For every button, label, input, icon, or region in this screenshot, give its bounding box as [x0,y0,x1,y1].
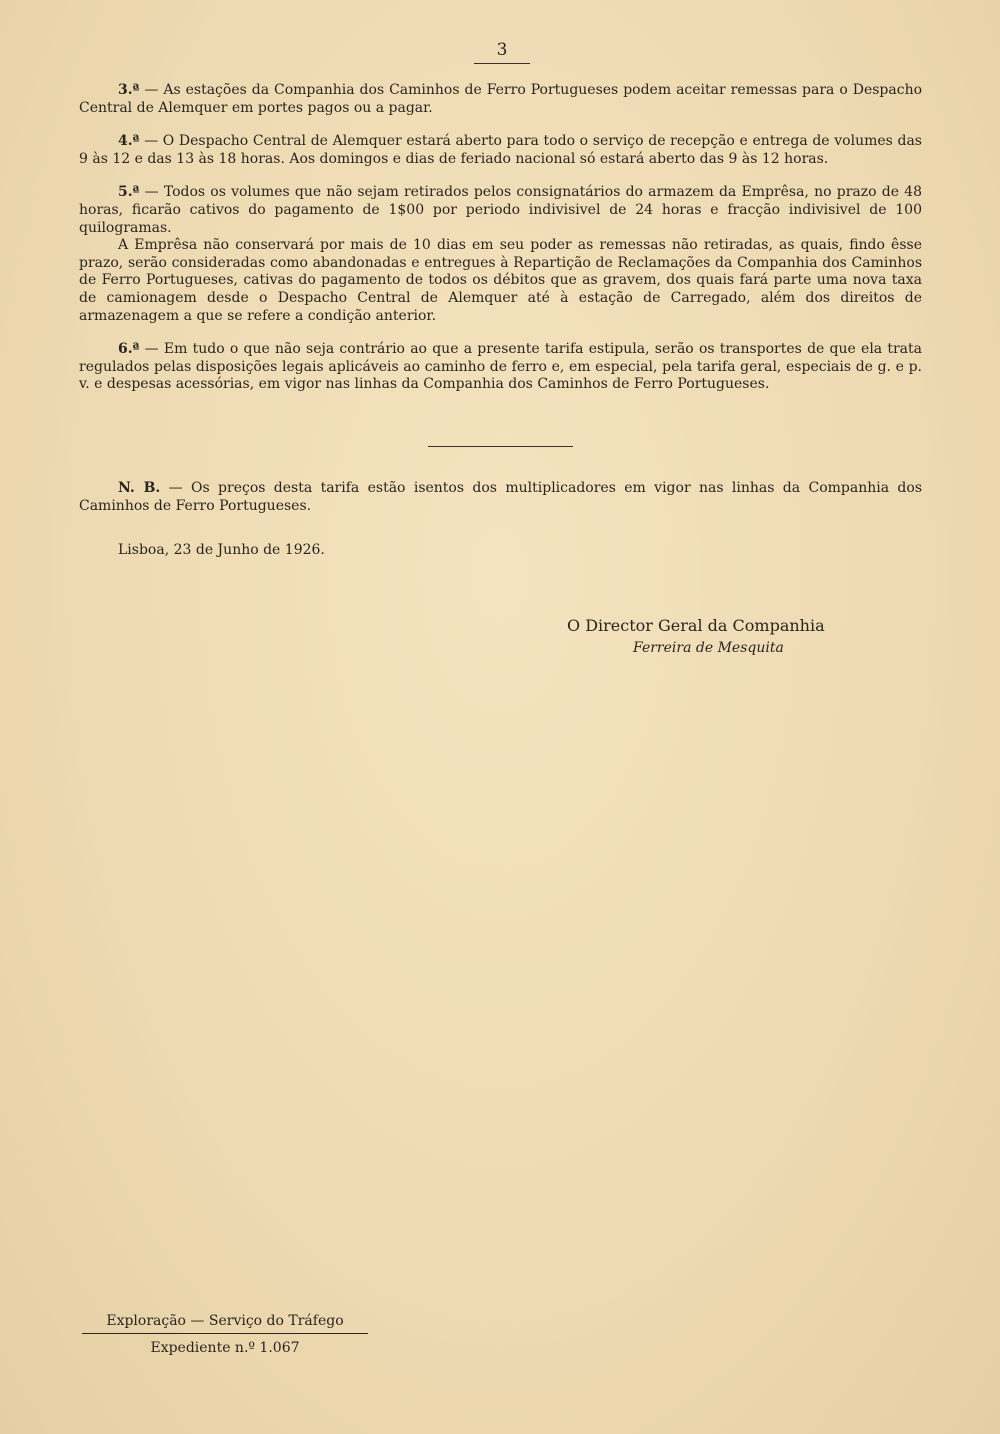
paragraph-number: 6.ª [118,341,140,358]
signature-title: O Director Geral da Companhia [567,616,825,635]
footer-department: Exploração — Serviço do Tráfego [82,1313,368,1334]
signature-name: Ferreira de Mesquita [633,640,784,656]
paragraph-text: — As estações da Companhia dos Caminhos de Ferro Portugueses podem aceitar remessas para o Despacho Central de Alemquer em portes pagos ou a pagar. [79,82,923,116]
footer-reference: Expediente n.º 1.067 [150,1340,300,1356]
nota-bene-text: — Os preços desta tarifa estão isentos dos multiplicadores em vigor nas linhas da Companhia dos Caminhos de Ferro Portugueses. [79,480,923,514]
conditions-body [79,82,922,394]
paragraph-number: 4.ª [118,133,140,150]
page-number: 3 [474,40,530,64]
paragraph-6 [79,341,922,394]
paragraph-4 [79,133,922,168]
date-line: Lisboa, 23 de Junho de 1926. [118,542,325,558]
paragraph-5 [79,184,922,237]
paragraph-number: 3.ª [118,82,140,98]
paragraph-3 [79,82,922,117]
paragraph-text: — O Despacho Central de Alemquer estará aberto para todo o serviço de recepção e entrega de volumes das 9 às 12 e das 13 às 18 horas. Aos domingos e dias de feriado nacional só estará aberto das 9 às 12 horas. [79,133,922,167]
section-divider [428,446,573,447]
nota-bene-label: N. B. [118,480,161,496]
nota-bene [79,479,922,515]
paragraph-text: A Emprêsa não conservará por mais de 10 dias em seu poder as remessas não retiradas, as quais, findo êsse prazo, serão consideradas como abandonadas e entregues à Repartição de Reclamações da Companhia dos Caminhos de Ferro Portugueses, cativas do pagamento de todos os débitos que as gravem, dos quais fará parte uma nova taxa de camionagem desde o Despacho Central de Alemquer até à estação de Carregado, além dos direitos de armazenagem a que se refere a condição anterior. [79,237,922,324]
paragraph-text: — Em tudo o que não seja contrário ao que a presente tarifa estipula, serão os transportes de que ela trata regulados pelas disposições legais aplicáveis ao caminho de ferro e, em especial, pela tarifa geral, especiais de g. e p. v. e despesas acessórias, em vigor nas linhas da Companhia dos Caminhos de Ferro Portugueses. [79,341,923,393]
paragraph-number: 5.ª [118,184,140,201]
paragraph-text: — Todos os volumes que não sejam retirados pelos consignatários do armazem da Emprêsa, no prazo de 48 horas, ficarão cativos do pagamento de 1$00 por periodo indivisivel de 24 horas e fracção indivisivel de 100 quilogramas. [79,184,922,236]
paragraph-5-continuation [79,237,922,325]
